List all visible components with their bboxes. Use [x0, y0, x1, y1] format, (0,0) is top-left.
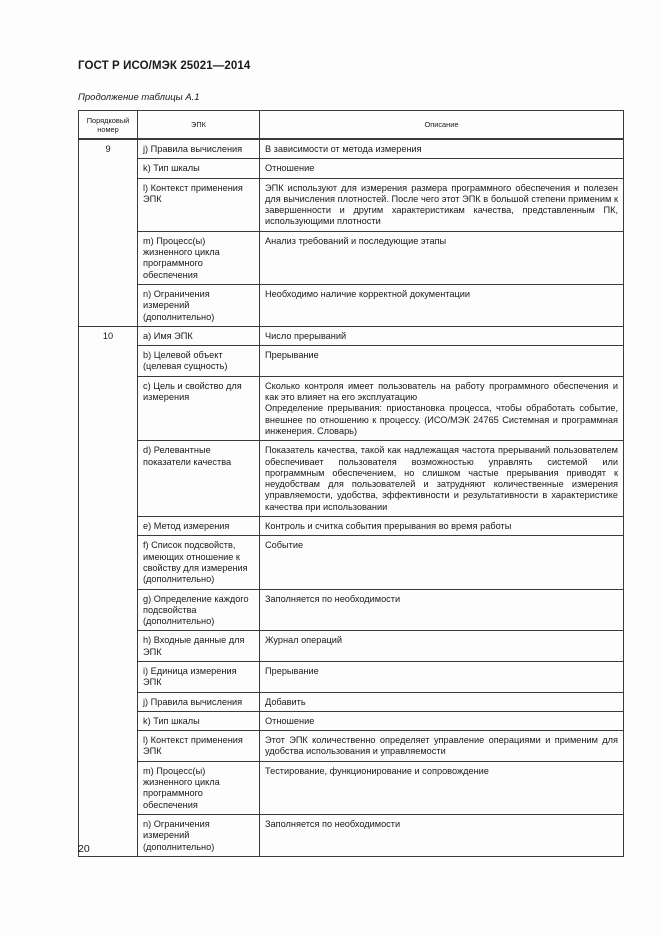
column-header-description: Описание — [260, 111, 624, 140]
table-row — [79, 814, 624, 856]
table-row — [79, 178, 624, 231]
description-cell: Отношение — [260, 711, 624, 730]
table-header-row — [79, 111, 624, 140]
table-row — [79, 231, 624, 284]
table-row — [79, 631, 624, 662]
epk-cell: k) Тип шкалы — [138, 159, 260, 178]
epk-cell: f) Список подсвойств, имеющих отношение к свойству для измерения (дополнительно) — [138, 536, 260, 589]
description-cell: Контроль и считка события прерывания во время работы — [260, 517, 624, 536]
table-row — [79, 731, 624, 762]
epk-cell: l) Контекст применения ЭПК — [138, 178, 260, 231]
epk-cell: j) Правила вычисления — [138, 139, 260, 159]
description-cell: Заполняется по необходимости — [260, 589, 624, 631]
document-title: ГОСТ Р ИСО/МЭК 25021—2014 — [78, 60, 251, 72]
epk-cell: h) Входные данные для ЭПК — [138, 631, 260, 662]
table-row — [79, 761, 624, 814]
table-row — [79, 159, 624, 178]
epk-cell: n) Ограничения измерений (дополнительно) — [138, 814, 260, 856]
table-row — [79, 346, 624, 377]
epk-cell: b) Целевой объект (целевая сущность) — [138, 346, 260, 377]
description-cell: ЭПК используют для измерения размера программного обеспечения и полезен для вычисления плотностей. После чего этот ЭПК в большой степени применим к завершенности и другим характеристикам качества, представленным ПК, использующими плотности — [260, 178, 624, 231]
description-cell: Число прерываний — [260, 326, 624, 345]
epk-cell: n) Ограничения измерений (дополнительно) — [138, 284, 260, 326]
description-cell: Прерывание — [260, 661, 624, 692]
table-row — [79, 661, 624, 692]
epk-cell: j) Правила вычисления — [138, 692, 260, 711]
table-row — [79, 326, 624, 345]
row-number-cell: 9 — [79, 139, 138, 326]
table-row — [79, 711, 624, 730]
table-row — [79, 284, 624, 326]
description-cell: Добавить — [260, 692, 624, 711]
description-cell: Прерывание — [260, 346, 624, 377]
column-header-epk: ЭПК — [138, 111, 260, 140]
description-cell: Заполняется по необходимости — [260, 814, 624, 856]
description-cell: Сколько контроля имеет пользователь на работу программного обеспечения и как это влияет на его эксплуатацию Определение прерывания: приостановка процесса, чтобы обработать событие, внешнее по отношению к процессу. (ИСО/МЭК 24765 Системная и программная инженерия. Словарь) — [260, 376, 624, 440]
description-cell: Журнал операций — [260, 631, 624, 662]
epk-cell: m) Процесс(ы) жизненного цикла программного обеспечения — [138, 761, 260, 814]
epk-cell: c) Цель и свойство для измерения — [138, 376, 260, 440]
epk-cell: k) Тип шкалы — [138, 711, 260, 730]
description-cell: Анализ требований и последующие этапы — [260, 231, 624, 284]
epk-cell: l) Контекст применения ЭПК — [138, 731, 260, 762]
description-cell: Необходимо наличие корректной документации — [260, 284, 624, 326]
row-number-cell: 10 — [79, 326, 138, 856]
description-cell: Тестирование, функционирование и сопровождение — [260, 761, 624, 814]
table-row — [79, 376, 624, 440]
table-body — [79, 139, 624, 856]
description-cell: Отношение — [260, 159, 624, 178]
description-cell: Этот ЭПК количественно определяет управление операциями и применим для удобства использования и управляемости — [260, 731, 624, 762]
epk-cell: g) Определение каждого подсвойства (дополнительно) — [138, 589, 260, 631]
table-row — [79, 589, 624, 631]
column-header-number: Порядковый номер — [79, 111, 138, 140]
description-cell: В зависимости от метода измерения — [260, 139, 624, 159]
table-row — [79, 692, 624, 711]
table-row — [79, 536, 624, 589]
epk-cell: m) Процесс(ы) жизненного цикла программного обеспечения — [138, 231, 260, 284]
epk-cell: a) Имя ЭПК — [138, 326, 260, 345]
spec-table — [78, 110, 624, 857]
page-number: 20 — [78, 843, 90, 855]
description-cell: Событие — [260, 536, 624, 589]
table-row — [79, 139, 624, 159]
description-cell: Показатель качества, такой как надлежащая частота прерываний пользователем обеспечивает пользователя возможностью управлять системой или программным обеспечением, но слишком частые прерывания приводят к неудобствам для пользователей и затрудняют количественные измерения управляемости, удобства, эффективности и результативности в характеристике качества при использовании — [260, 441, 624, 517]
epk-cell: i) Единица измерения ЭПК — [138, 661, 260, 692]
table-caption: Продолжение таблицы А.1 — [78, 92, 200, 103]
epk-cell: e) Метод измерения — [138, 517, 260, 536]
epk-cell: d) Релевантные показатели качества — [138, 441, 260, 517]
table-row — [79, 517, 624, 536]
table-row — [79, 441, 624, 517]
